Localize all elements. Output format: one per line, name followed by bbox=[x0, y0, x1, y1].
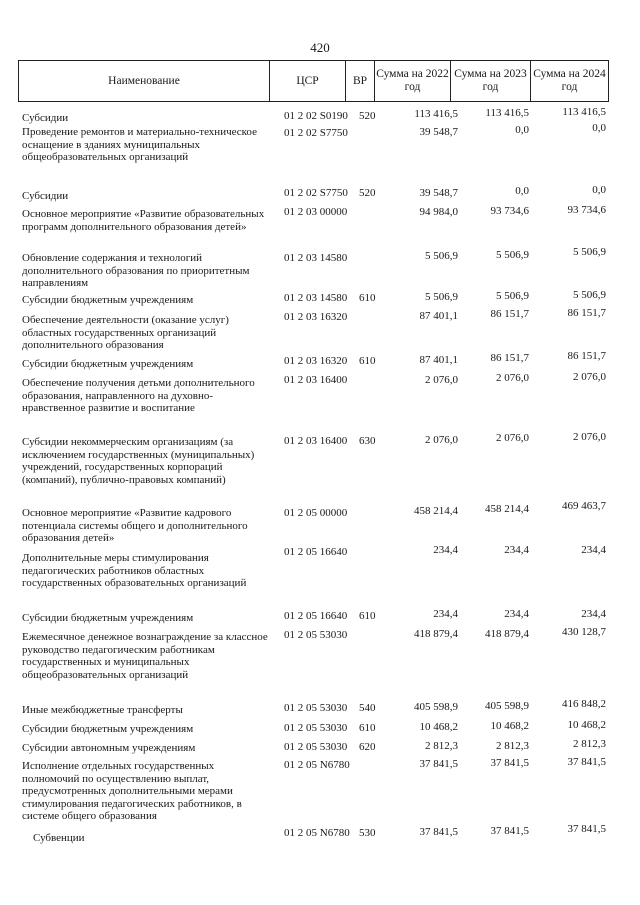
row-csr: 01 2 03 16400 bbox=[284, 374, 348, 386]
row-name: Субсидии бюджетным учреждениям bbox=[22, 294, 194, 306]
row-sum-2022: 405 598,9 bbox=[414, 701, 458, 713]
header-sum-2022: Сумма на 2022 год bbox=[374, 60, 451, 102]
row-vr: 520 bbox=[359, 110, 376, 122]
row-sum-2023: 10 468,2 bbox=[490, 720, 529, 732]
row-csr: 01 2 05 53030 bbox=[284, 722, 348, 734]
row-sum-2024: 469 463,7 bbox=[562, 500, 606, 512]
row-csr: 01 2 03 16400 bbox=[284, 435, 348, 447]
row-sum-2022: 37 841,5 bbox=[419, 826, 458, 838]
row-sum-2023: 37 841,5 bbox=[490, 757, 529, 769]
row-csr: 01 2 05 00000 bbox=[284, 507, 348, 519]
row-sum-2024: 5 506,9 bbox=[573, 246, 606, 258]
row-csr: 01 2 02 S0190 bbox=[284, 110, 348, 122]
row-sum-2024: 2 812,3 bbox=[573, 738, 606, 750]
row-sum-2022: 5 506,9 bbox=[425, 291, 458, 303]
row-name: Основное мероприятие «Развитие кадрового потенциала системы общего и дополнительного образования детей» bbox=[22, 507, 248, 544]
row-name: Субсидии бюджетным учреждениям bbox=[22, 358, 194, 370]
row-sum-2022: 2 812,3 bbox=[425, 740, 458, 752]
row-sum-2022: 458 214,4 bbox=[414, 505, 458, 517]
row-name: Основное мероприятие «Развитие образовательных программ дополнительного образования детей» bbox=[22, 208, 265, 233]
header-name: Наименование bbox=[18, 60, 270, 102]
row-sum-2024: 0,0 bbox=[592, 184, 606, 196]
row-name: Субсидии некоммерческим организациям (за исключением государственных (муниципальных) учреждений, государственных корпораций (компаний), публично-правовых компаний) bbox=[22, 436, 255, 486]
row-sum-2022: 2 076,0 bbox=[425, 434, 458, 446]
row-sum-2023: 93 734,6 bbox=[490, 205, 529, 217]
row-name: Проведение ремонтов и материально-техническое оснащение в зданиях муниципальных общеобразовательных организаций bbox=[22, 126, 257, 163]
row-csr: 01 2 05 16640 bbox=[284, 610, 348, 622]
row-sum-2024: 37 841,5 bbox=[567, 823, 606, 835]
row-vr: 540 bbox=[359, 702, 376, 714]
row-sum-2024: 416 848,2 bbox=[562, 698, 606, 710]
row-sum-2023: 2 076,0 bbox=[496, 372, 529, 384]
row-sum-2022: 39 548,7 bbox=[419, 126, 458, 138]
row-sum-2023: 86 151,7 bbox=[490, 352, 529, 364]
row-sum-2022: 113 416,5 bbox=[414, 108, 458, 120]
row-sum-2022: 418 879,4 bbox=[414, 628, 458, 640]
row-csr: 01 2 05 53030 bbox=[284, 629, 348, 641]
row-sum-2024: 93 734,6 bbox=[567, 204, 606, 216]
row-csr: 01 2 02 S7750 bbox=[284, 127, 348, 139]
row-csr: 01 2 03 16320 bbox=[284, 311, 348, 323]
row-vr: 520 bbox=[359, 187, 376, 199]
row-csr: 01 2 03 16320 bbox=[284, 355, 348, 367]
row-name: Обеспечение получения детьми дополнительного образования, направленного на духовно-нравственное развитие и воспитание bbox=[22, 377, 255, 414]
row-vr: 610 bbox=[359, 610, 376, 622]
row-sum-2024: 10 468,2 bbox=[567, 719, 606, 731]
row-sum-2023: 37 841,5 bbox=[490, 825, 529, 837]
row-csr: 01 2 03 14580 bbox=[284, 292, 348, 304]
row-sum-2023: 5 506,9 bbox=[496, 249, 529, 261]
row-sum-2022: 10 468,2 bbox=[419, 721, 458, 733]
row-sum-2022: 87 401,1 bbox=[419, 354, 458, 366]
header-sum-2024: Сумма на 2024 год bbox=[530, 60, 609, 102]
row-csr: 01 2 03 14580 bbox=[284, 252, 348, 264]
row-vr: 610 bbox=[359, 355, 376, 367]
row-sum-2024: 2 076,0 bbox=[573, 371, 606, 383]
row-sum-2024: 37 841,5 bbox=[567, 756, 606, 768]
row-name: Иные межбюджетные трансферты bbox=[22, 704, 183, 716]
row-sum-2023: 405 598,9 bbox=[485, 700, 529, 712]
page-number: 420 bbox=[310, 40, 330, 55]
row-name: Обновление содержания и технологий дополнительного образования по приоритетным направлениям bbox=[22, 252, 250, 289]
row-sum-2024: 2 076,0 bbox=[573, 431, 606, 443]
row-sum-2024: 86 151,7 bbox=[567, 350, 606, 362]
row-csr: 01 2 02 S7750 bbox=[284, 187, 348, 199]
row-vr: 610 bbox=[359, 292, 376, 304]
row-sum-2024: 5 506,9 bbox=[573, 289, 606, 301]
row-sum-2023: 5 506,9 bbox=[496, 290, 529, 302]
row-sum-2023: 86 151,7 bbox=[490, 308, 529, 320]
row-sum-2022: 94 984,0 bbox=[419, 206, 458, 218]
row-sum-2024: 86 151,7 bbox=[567, 307, 606, 319]
row-csr: 01 2 05 53030 bbox=[284, 702, 348, 714]
row-vr: 620 bbox=[359, 741, 376, 753]
row-name: Субсидии bbox=[22, 190, 69, 202]
row-csr: 01 2 05 53030 bbox=[284, 741, 348, 753]
row-csr: 01 2 05 N6780 bbox=[284, 759, 350, 771]
row-sum-2022: 234,4 bbox=[433, 544, 458, 556]
row-sum-2022: 39 548,7 bbox=[419, 187, 458, 199]
row-sum-2023: 2 812,3 bbox=[496, 740, 529, 752]
row-name: Субсидии автономным учреждениям bbox=[22, 742, 196, 754]
row-sum-2024: 234,4 bbox=[581, 608, 606, 620]
row-name: Субсидии бюджетным учреждениям bbox=[22, 723, 194, 735]
row-sum-2022: 2 076,0 bbox=[425, 374, 458, 386]
row-sum-2024: 0,0 bbox=[592, 122, 606, 134]
row-sum-2023: 0,0 bbox=[515, 185, 529, 197]
row-sum-2023: 0,0 bbox=[515, 124, 529, 136]
row-sum-2022: 5 506,9 bbox=[425, 250, 458, 262]
row-sum-2023: 418 879,4 bbox=[485, 628, 529, 640]
row-sum-2022: 234,4 bbox=[433, 608, 458, 620]
row-name: Ежемесячное денежное вознаграждение за классное руководство педагогическим работникам государственных и муниципальных общеобразовательных организаций bbox=[22, 631, 268, 681]
header-sum-2023: Сумма на 2023 год bbox=[450, 60, 531, 102]
row-csr: 01 2 05 16640 bbox=[284, 546, 348, 558]
row-sum-2022: 37 841,5 bbox=[419, 758, 458, 770]
row-sum-2024: 234,4 bbox=[581, 544, 606, 556]
row-csr: 01 2 05 N6780 bbox=[284, 827, 350, 839]
row-sum-2023: 113 416,5 bbox=[485, 107, 529, 119]
row-name: Субвенции bbox=[33, 832, 85, 844]
row-name: Дополнительные меры стимулирования педагогических работников областных государственных образовательных организаций bbox=[22, 552, 247, 589]
row-csr: 01 2 03 00000 bbox=[284, 206, 348, 218]
row-sum-2024: 430 128,7 bbox=[562, 626, 606, 638]
header-vr: ВР bbox=[345, 60, 375, 102]
row-sum-2023: 234,4 bbox=[504, 544, 529, 556]
row-sum-2023: 234,4 bbox=[504, 608, 529, 620]
table-header bbox=[18, 60, 609, 104]
row-name: Обеспечение деятельности (оказание услуг) областных государственных организаций дополнительного образования bbox=[22, 314, 229, 351]
header-csr: ЦСР bbox=[269, 60, 346, 102]
row-name: Субсидии bbox=[22, 112, 69, 124]
row-sum-2023: 458 214,4 bbox=[485, 503, 529, 515]
row-name: Исполнение отдельных государственных полномочий по осуществлению выплат, предусмотренных дополнительными мерами стимулирования педагогических работников, в системе общего образования bbox=[22, 760, 242, 822]
row-sum-2023: 2 076,0 bbox=[496, 432, 529, 444]
row-vr: 630 bbox=[359, 435, 376, 447]
row-sum-2022: 87 401,1 bbox=[419, 310, 458, 322]
row-sum-2024: 113 416,5 bbox=[562, 106, 606, 118]
row-vr: 610 bbox=[359, 722, 376, 734]
row-name: Субсидии бюджетным учреждениям bbox=[22, 612, 194, 624]
row-vr: 530 bbox=[359, 827, 376, 839]
